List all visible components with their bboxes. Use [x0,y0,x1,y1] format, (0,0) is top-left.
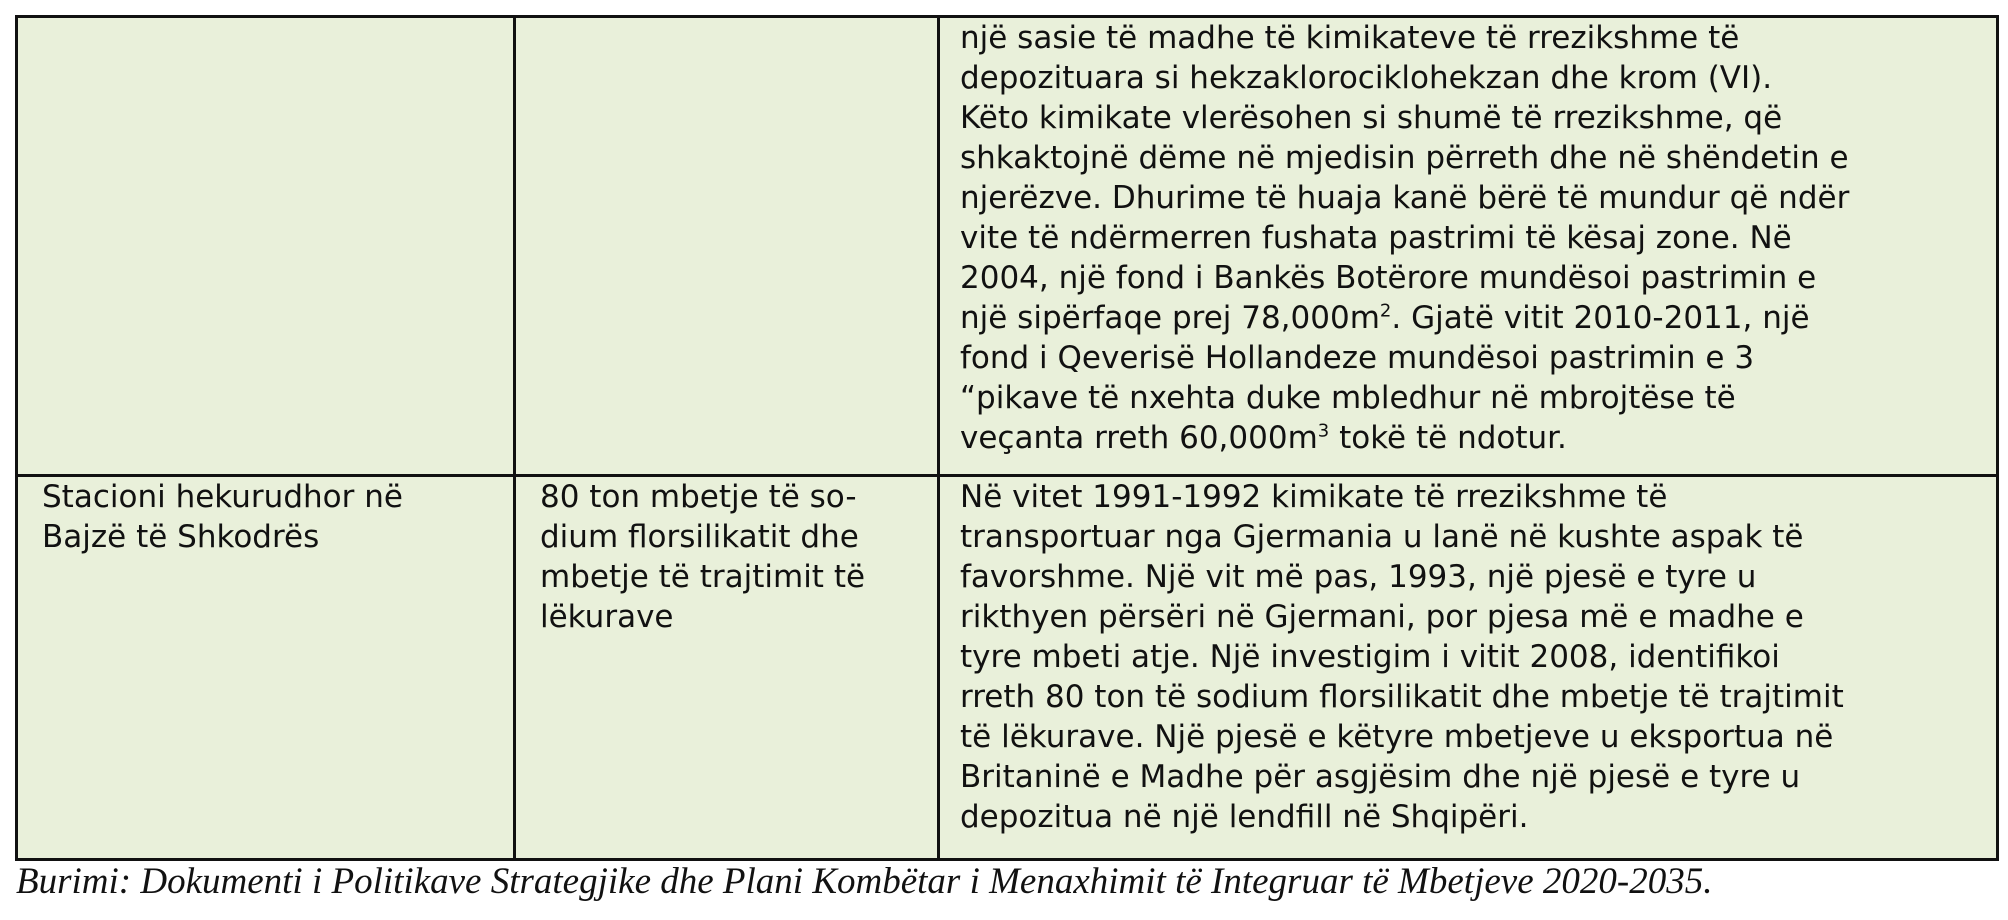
table-row [17,476,1998,860]
text-line: 2004, një fond i Bankës Botërore mundësoi pastrimin e [960,260,1817,296]
text-line: dium florsilikatit dhe [540,519,859,555]
site-cell [17,476,515,860]
table-row [17,17,1998,476]
text-line: rreth 80 ton të sodium florsilikatit dhe mbetje të trajtimit [960,679,1844,715]
text-line: Këto kimikate vlerësohen si shumë të rrezikshme, që [960,100,1783,136]
text-line: vite të ndërmerren fushata pastrimi të kësaj zone. Në [960,220,1792,256]
waste-cell [515,476,939,860]
text-line: njerëzve. Dhurime të huaja kanë bërë të mundur që ndër [960,180,1850,216]
text-line: Në vitet 1991-1992 kimikate të rrezikshme të [960,479,1668,515]
description-cell [939,476,1998,860]
superscript: 2 [1379,300,1392,322]
superscript: 3 [1317,420,1330,442]
text-line: Stacioni hekurudhor në [42,479,403,515]
text-line: depozitua në një lendfill në Shqipëri. [960,799,1529,835]
text-line: veçanta rreth $60,000m^3$ tokë të ndotur. [960,420,1567,456]
text-line: një sipërfaqe prej $78,000m^2$. Gjatë vitit 2010-2011, një [960,300,1810,336]
text-line: të lëkurave. Një pjesë e këtyre mbetjeve u eksportua në [960,719,1834,755]
text-line: depozituara si hekzaklorociklohekzan dhe krom (VI). [960,60,1773,96]
text-line: fond i Qeverisë Hollandeze mundësoi pastrimin e 3 [960,340,1755,376]
source-caption: Burimi: Dokumenti i Politikave Strategjike dhe Plani Kombëtar i Menaxhimit të Integruar të Mbetjeve 2020-2035. [16,861,1713,902]
text-line: Britaninë e Madhe për asgjësim dhe një pjesë e tyre u [960,759,1801,795]
text-line: lëkurave [540,599,674,635]
site-cell [17,17,515,476]
text-line: shkaktojnë dëme në mjedisin përreth dhe në shëndetin e [960,140,1849,176]
text-line: Bajzë të Shkodrës [42,519,320,555]
text-line: 80 ton mbetje të so- [540,479,857,515]
waste-sites-table [15,15,1999,861]
text-line: favorshme. Një vit më pas, 1993, një pjesë e tyre u [960,559,1757,595]
text-line: “pikave të nxehta duke mbledhur në mbrojtëse të [960,380,1736,416]
text-line: tyre mbeti atje. Një investigim i vitit 2008, identifikoi [960,639,1780,675]
text-line: rikthyen përsëri në Gjermani, por pjesa më e madhe e [960,599,1804,635]
waste-cell [515,17,939,476]
text-line: mbetje të trajtimit të [540,559,866,595]
description-cell [939,17,1998,476]
text-line: transportuar nga Gjermania u lanë në kushte aspak të [960,519,1804,555]
text-line: një sasie të madhe të kimikateve të rrezikshme të [960,20,1740,56]
